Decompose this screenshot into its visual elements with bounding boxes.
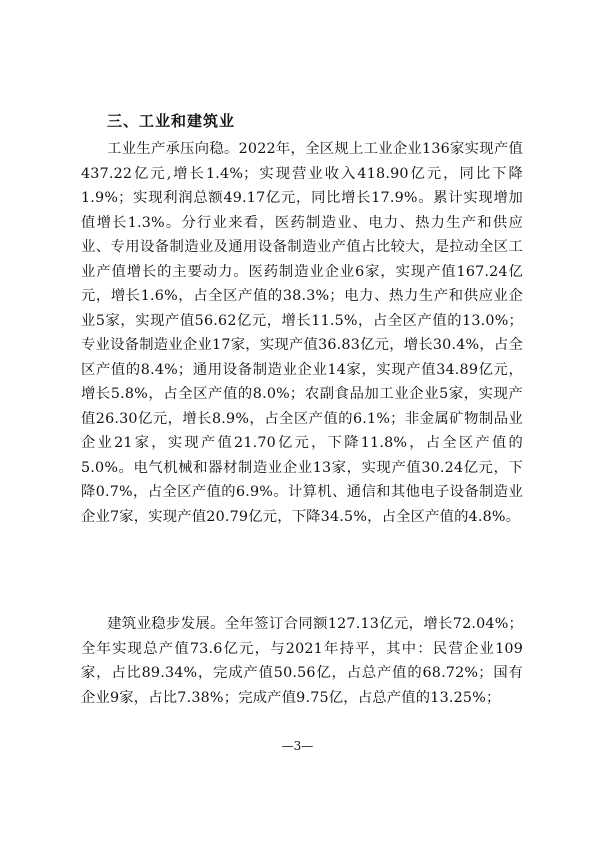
paragraph-industry [81,137,523,529]
paragraph-text-industry: 2022年，全区规上工业企业136家实现产值437.22亿元,增长1.4%；实现营业收入418.90亿元，同比下降1.9%；实现利润总额49.17亿元，同比增长17.9%。累计实现增加值增长1.3%。分行业来看，医药制造业、电力、热力生产和供应业、专用设备制造业及通用设备制造业产值占比较大，是拉动全区工业产值增长的主要动力。医药制造业企业6家，实现产值167.24亿元，增长1.6%，占全区产值的38.3%；电力、热力生产和供应业企业5家，实现产值56.62亿元，增长11.5%，占全区产值的13.0%；专业设备制造业企业17家，实现产值36.83亿元，增长30.4%，占全区产值的8.4%；通用设备制造业企业14家，实现产值34.89亿元，增长5.8%，占全区产值的8.0%；农副食品加工业企业5家，实现产值26.30亿元，增长8.9%，占全区产值的6.1%；非金属矿物制品业企业21家，实现产值21.70亿元，下降11.8%，占全区产值的5.0%。电气机械和器材制造业企业13家，实现产值30.24亿元，下降0.7%，占全区产值的6.9%。计算机、通信和其他电子设备制造业企业7家，实现产值20.79亿元，下降34.5%，占全区产值的4.8%。 [81,141,523,525]
paragraph-lead-construction: 建筑业稳步发展。 [107,616,225,632]
section-heading: 三、工业和建筑业 [107,112,236,130]
paragraph-text-construction: 全年签订合同额127.13亿元，增长72.04%；全年实现总产值73.6亿元，与2021年持平，其中：民营企业109家，占比89.34%，完成产值50.56亿，占总产值的68.72%；国有企业9家，占比7.38%；完成产值9.75亿，占总产值的13.25%； [81,616,523,706]
paragraph-construction [81,612,523,710]
paragraph-lead-industry: 工业生产承压向稳。 [107,141,239,157]
page-number: —3— [281,739,314,753]
